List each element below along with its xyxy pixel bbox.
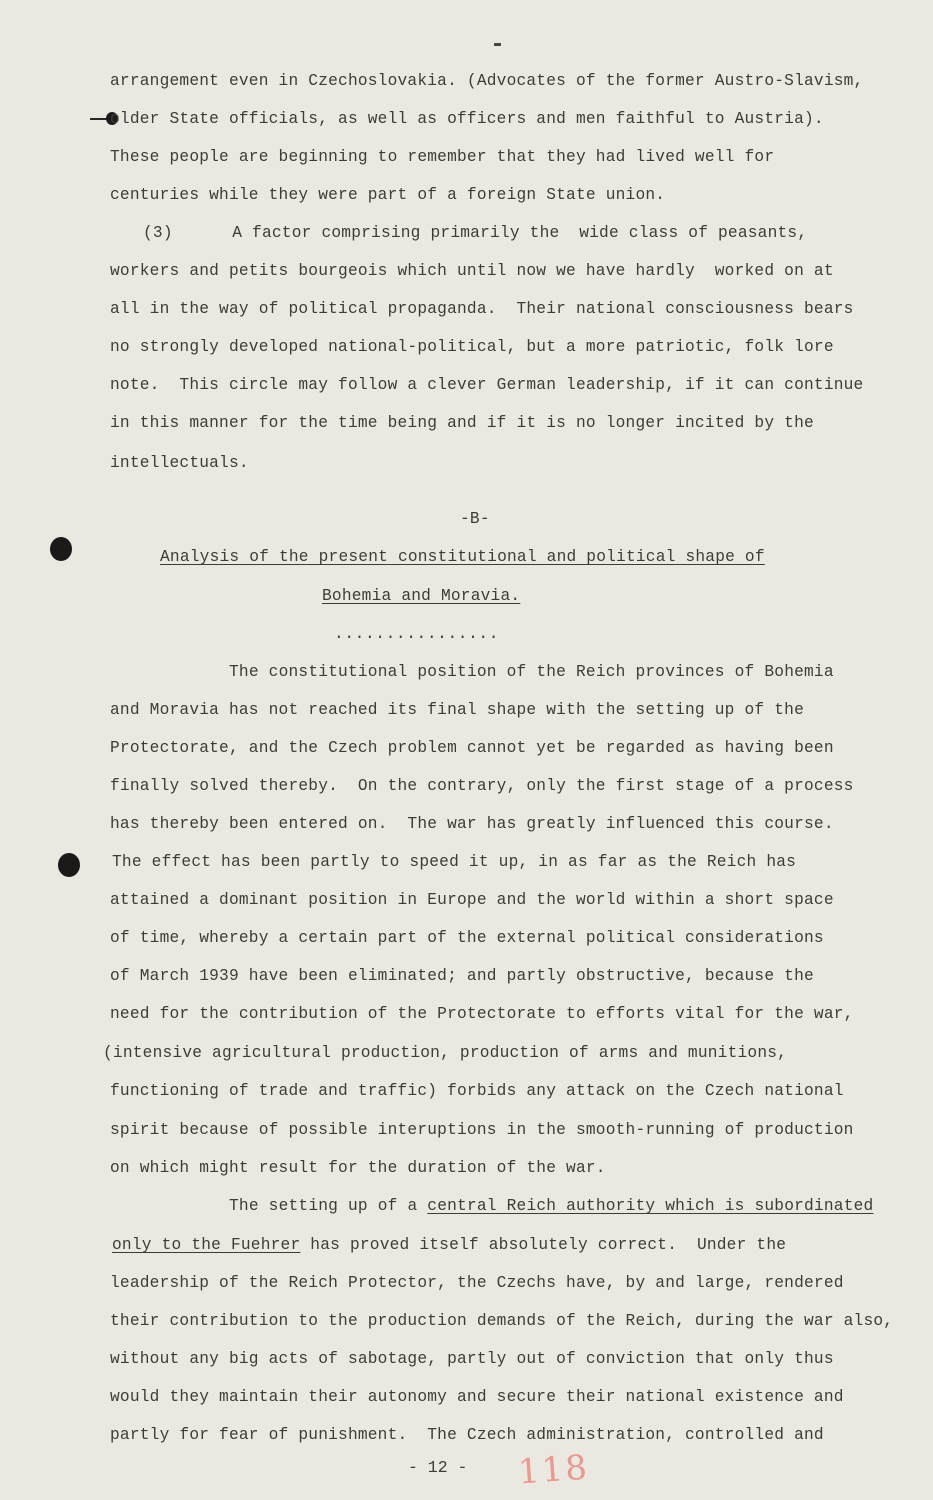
underlined-text: only to the Fuehrer (112, 1236, 301, 1254)
page-number: - 12 - (408, 1458, 468, 1477)
text-line: of time, whereby a certain part of the external political considerations (110, 929, 824, 947)
text-line: functioning of trade and traffic) forbids any attack on the Czech national (110, 1082, 844, 1100)
text-line: without any big acts of sabotage, partly out of conviction that only thus (110, 1350, 834, 1368)
text-line: would they maintain their autonomy and secure their national existence and (110, 1388, 844, 1406)
text-line: spirit because of possible interuptions in the smooth-running of production (110, 1121, 854, 1139)
text-line: of March 1939 have been eliminated; and partly obstructive, because the (110, 967, 814, 985)
text-line: in this manner for the time being and if it is no longer incited by the (110, 414, 814, 432)
text-line (229, 1196, 873, 1216)
text-line: all in the way of political propaganda. Their national consciousness bears (110, 300, 854, 318)
text-line (112, 1235, 786, 1255)
dotted-separator: ................ (334, 625, 500, 643)
text-line: attained a dominant position in Europe and the world within a short space (110, 891, 834, 909)
text-line: These people are beginning to remember that they had lived well for (110, 148, 775, 166)
text-line: has thereby been entered on. The war has greatly influenced this course. (110, 815, 834, 833)
text-segment: has proved itself absolutely correct. Under the (300, 1236, 787, 1254)
text-segment: The setting up of a (229, 1197, 428, 1215)
text-line: workers and petits bourgeois which until now we have hardly worked on at (110, 262, 834, 280)
text-line: no strongly developed national-political, but a more patriotic, folk lore (110, 338, 834, 356)
text-line: Protectorate, and the Czech problem cannot yet be regarded as having been (110, 739, 834, 757)
text-line: intellectuals. (110, 454, 249, 472)
text-line: older State officials, as well as officers and men faithful to Austria). (110, 110, 824, 128)
text-line: their contribution to the production demands of the Reich, during the war also, (110, 1312, 894, 1330)
text-line: The constitutional position of the Reich provinces of Bohemia (229, 663, 834, 681)
text-line: need for the contribution of the Protectorate to efforts vital for the war, (110, 1005, 854, 1023)
text-line: leadership of the Reich Protector, the Czechs have, by and large, rendered (110, 1274, 844, 1292)
text-line: and Moravia has not reached its final shape with the setting up of the (110, 701, 804, 719)
text-line: finally solved thereby. On the contrary, only the first stage of a process (110, 777, 854, 795)
section-heading: Analysis of the present constitutional and political shape of (160, 548, 765, 566)
punch-hole (50, 537, 72, 561)
text-line: note. This circle may follow a clever German leadership, if it can continue (110, 376, 864, 394)
underlined-text: central Reich authority which is subordinated (427, 1197, 874, 1215)
text-line: (intensive agricultural production, production of arms and munitions, (103, 1044, 788, 1062)
text-line: The effect has been partly to speed it up, in as far as the Reich has (112, 853, 797, 871)
punch-hole (58, 853, 80, 877)
handwritten-number: 118 (516, 1447, 591, 1493)
text-line: centuries while they were part of a foreign State union. (110, 186, 666, 204)
text-line: arrangement even in Czechoslovakia. (Advocates of the former Austro-Slavism, (110, 72, 864, 90)
text-line: on which might result for the duration of the war. (110, 1159, 606, 1177)
text-line: (3) A factor comprising primarily the wide class of peasants, (143, 224, 808, 242)
section-marker: -B- (460, 510, 490, 528)
text-line: partly for fear of punishment. The Czech administration, controlled and (110, 1426, 824, 1444)
section-heading-continued: Bohemia and Moravia. (322, 587, 521, 605)
ink-mark (494, 43, 501, 46)
